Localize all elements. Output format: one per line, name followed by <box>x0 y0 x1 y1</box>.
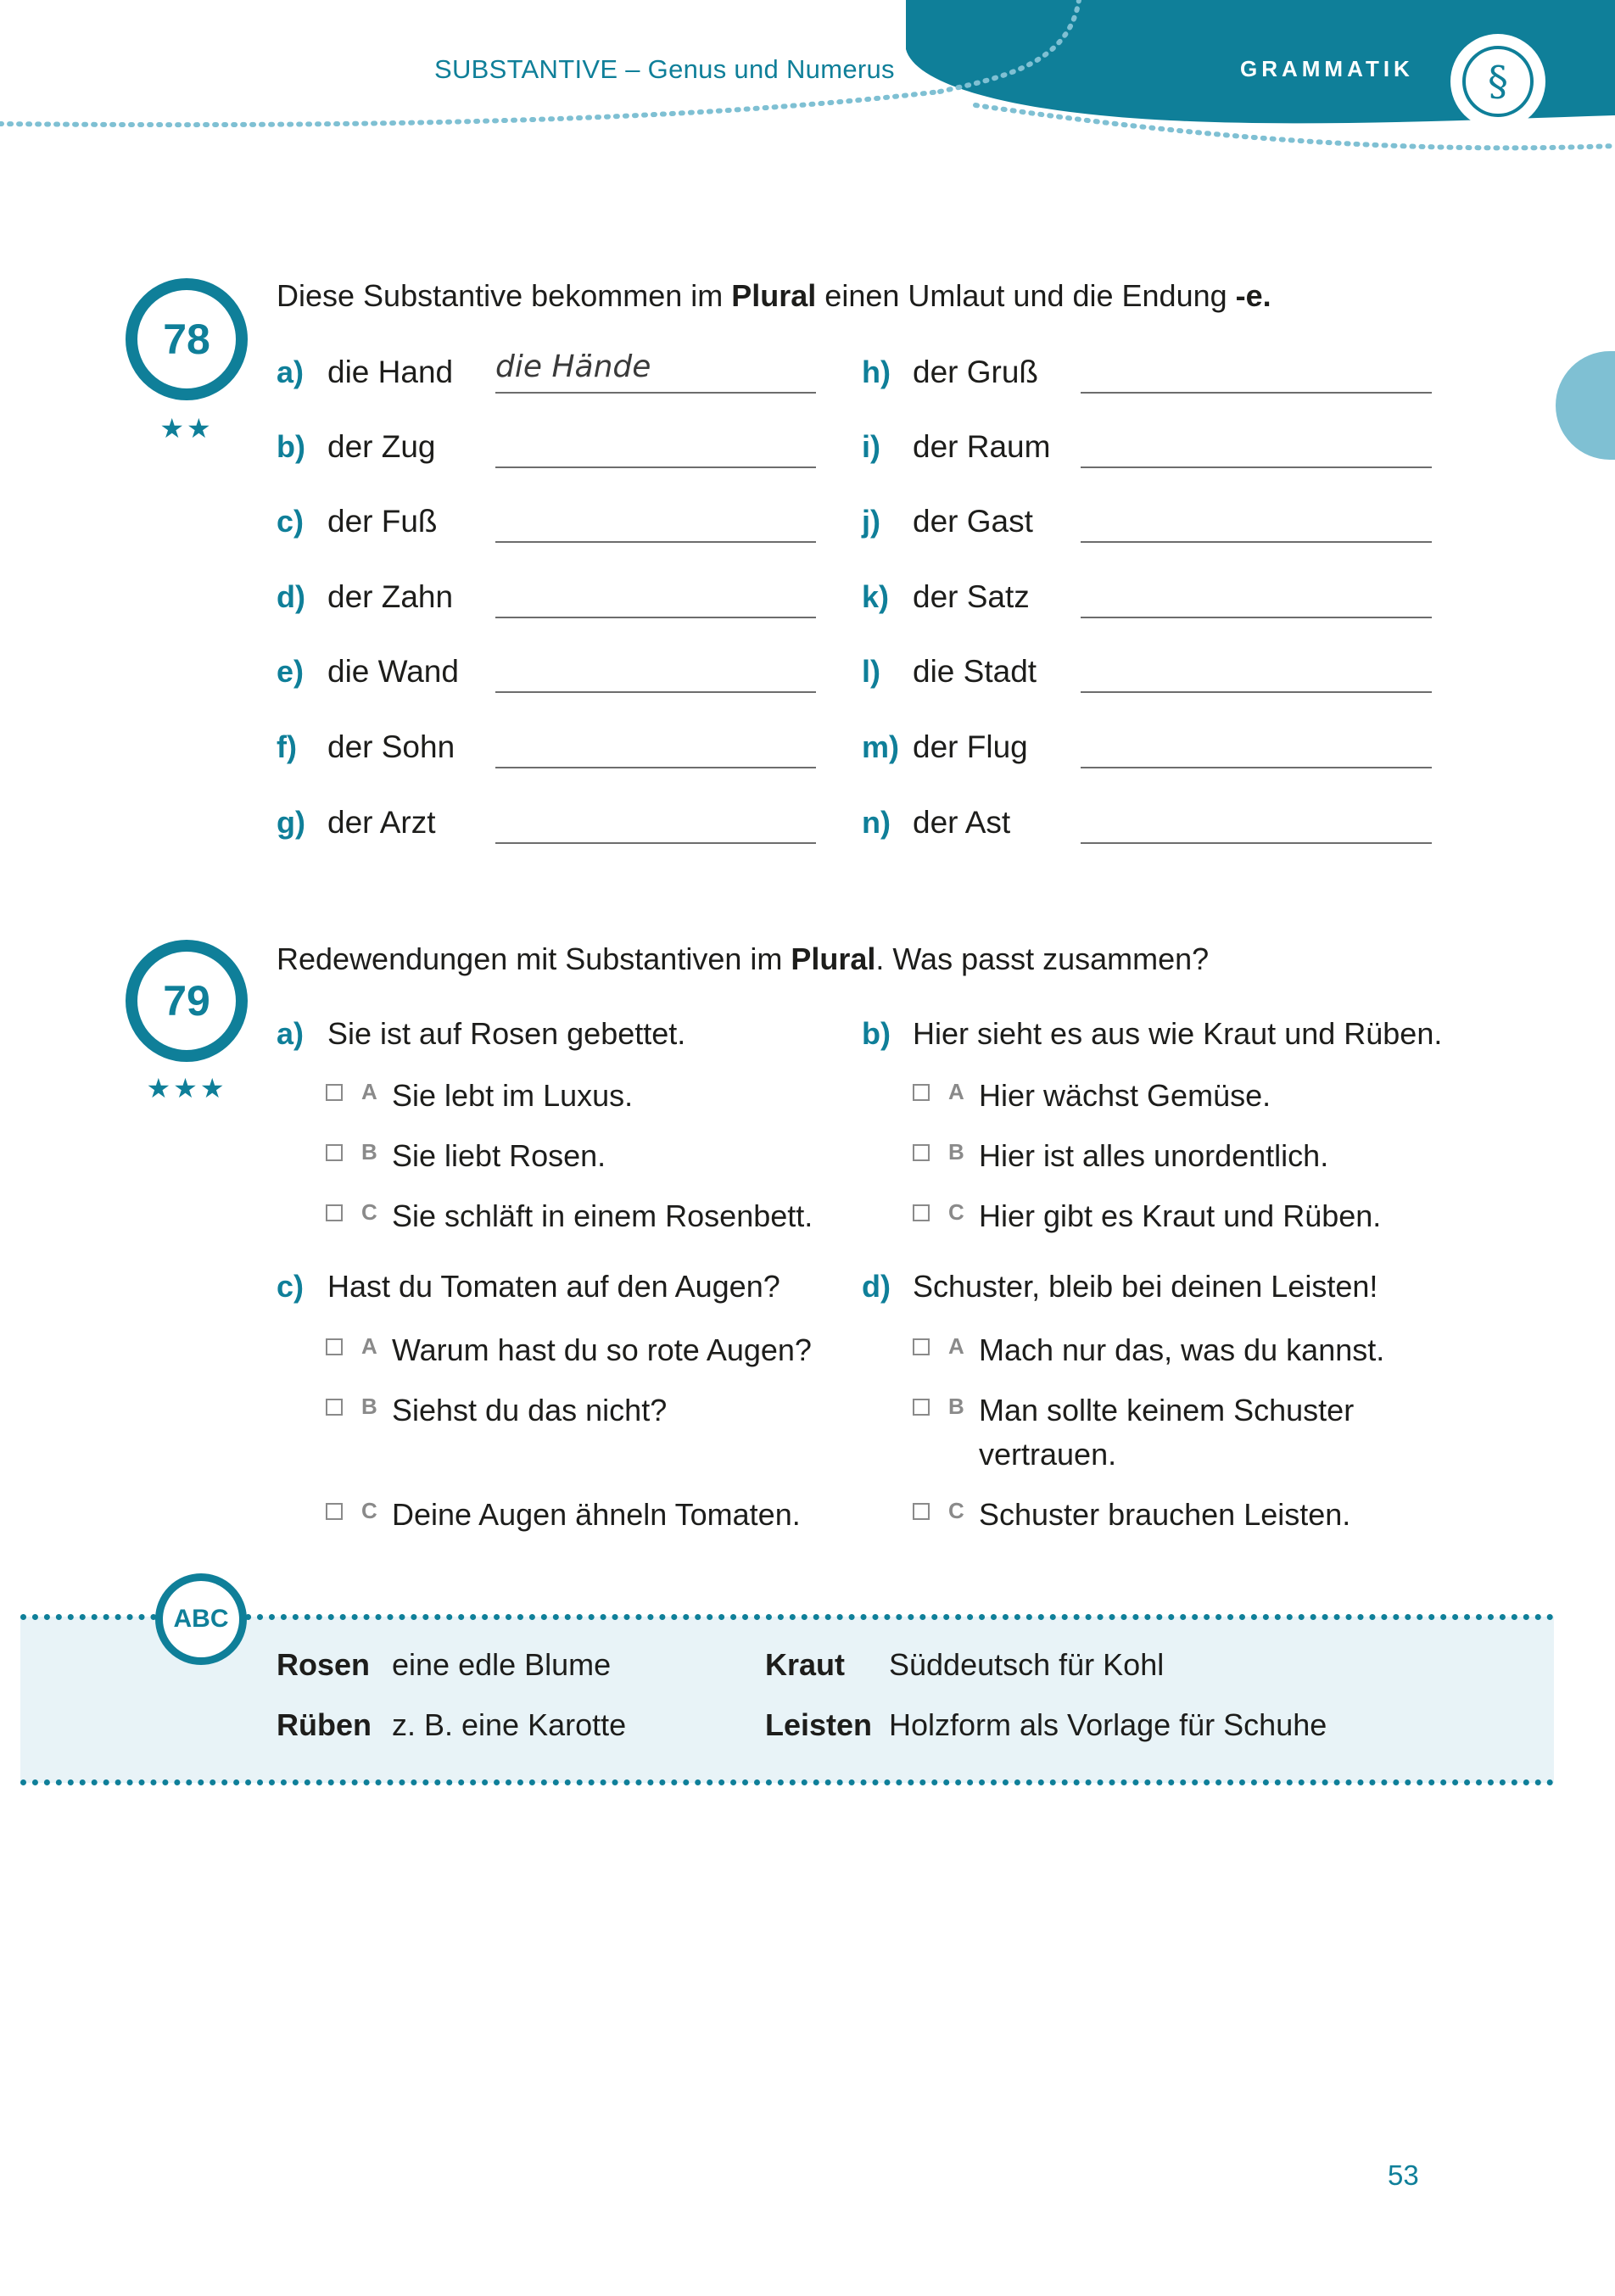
dotted-wave-line <box>0 92 940 125</box>
glossary-definition: Holzform als Vorlage für Schuhe <box>889 1707 1327 1742</box>
option-checkbox[interactable] <box>326 1503 343 1520</box>
glossary-abc-icon: ABC <box>155 1573 247 1665</box>
glossary-term: Rüben <box>277 1707 372 1742</box>
answer-line[interactable] <box>1081 691 1432 693</box>
section-title: SUBSTANTIVE – Genus und Numerus <box>434 54 895 84</box>
option-checkbox[interactable] <box>326 1338 343 1355</box>
option-checkbox[interactable] <box>326 1084 343 1101</box>
glossary-definition: z. B. eine Karotte <box>392 1707 627 1742</box>
answer-line[interactable] <box>495 541 816 543</box>
header-decoration <box>0 0 1615 187</box>
exercise-78-badge: 78 <box>126 278 248 400</box>
glossary-definition: eine edle Blume <box>392 1647 612 1682</box>
answer-line[interactable] <box>1081 767 1432 768</box>
glossary-box <box>20 1617 1554 1783</box>
exercise-78-instruction: Diese Substantive bekommen im Plural einen Umlaut und die Endung -e. <box>277 278 1271 313</box>
section-label: GRAMMATIK <box>1240 56 1414 81</box>
handwritten-answer: die Hände <box>495 349 651 384</box>
answer-line[interactable] <box>1081 541 1432 543</box>
paragraph-symbol: § <box>1462 46 1534 117</box>
glossary-bottom-border <box>20 1779 1554 1785</box>
answer-line[interactable] <box>495 617 816 618</box>
answer-line[interactable] <box>1081 466 1432 468</box>
option-checkbox[interactable] <box>326 1204 343 1221</box>
glossary-definition: Süddeutsch für Kohl <box>889 1647 1165 1682</box>
answer-line[interactable] <box>495 466 816 468</box>
glossary-top-border <box>20 1614 1554 1620</box>
option-checkbox[interactable] <box>913 1503 930 1520</box>
option-checkbox[interactable] <box>913 1338 930 1355</box>
glossary-term: Kraut <box>765 1647 846 1682</box>
exercise-79-instruction: Redewendungen mit Substantiven im Plural. Was passt zusammen? <box>277 941 1210 976</box>
exercise-79-difficulty: ★★★ <box>146 1073 227 1103</box>
glossary-term: Rosen <box>277 1647 371 1682</box>
exercise-79-badge: 79 <box>126 940 248 1062</box>
page-number: 53 <box>1388 2159 1419 2191</box>
answer-line[interactable] <box>1081 842 1432 844</box>
paragraph-icon <box>1450 34 1545 129</box>
glossary-term: Leisten <box>765 1707 873 1742</box>
answer-line[interactable] <box>495 392 816 394</box>
answer-line[interactable] <box>495 842 816 844</box>
option-checkbox[interactable] <box>913 1204 930 1221</box>
answer-line[interactable] <box>495 767 816 768</box>
option-checkbox[interactable] <box>326 1144 343 1161</box>
answer-line[interactable] <box>1081 617 1432 618</box>
answer-line[interactable] <box>1081 392 1432 394</box>
exercise-78-difficulty: ★★ <box>159 413 214 444</box>
option-checkbox[interactable] <box>913 1144 930 1161</box>
option-checkbox[interactable] <box>326 1399 343 1416</box>
page-edge-tab <box>1556 351 1615 460</box>
option-checkbox[interactable] <box>913 1084 930 1101</box>
option-checkbox[interactable] <box>913 1399 930 1416</box>
answer-line[interactable] <box>495 691 816 693</box>
